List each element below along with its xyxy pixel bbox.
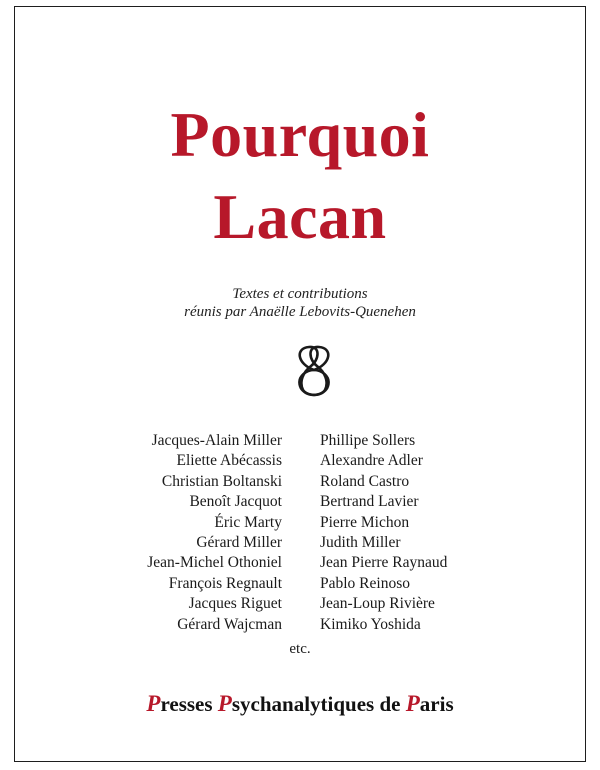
author-name: Gérard Miller <box>196 534 282 552</box>
publisher-word-1: resses <box>160 692 218 716</box>
author-name: Kimiko Yoshida <box>320 615 421 633</box>
publisher-word-2: sychanalytiques de <box>231 692 406 716</box>
author-name: Phillipe Sollers <box>320 432 416 449</box>
subtitle <box>15 285 585 321</box>
publisher-name <box>15 691 585 717</box>
author-column-right <box>320 431 447 635</box>
author-name: Alexandre Adler <box>320 452 423 470</box>
author-name: Gérard Wajcman <box>177 615 282 633</box>
author-name: Éric Marty <box>214 513 282 531</box>
author-name: François Regnault <box>168 574 282 592</box>
book-cover <box>14 6 586 762</box>
subtitle-line-1: Textes et contributions <box>232 286 368 302</box>
knot-emblem-icon <box>285 342 343 400</box>
author-name: Pablo Reinoso <box>320 574 410 592</box>
publisher-word-3: aris <box>419 692 454 716</box>
author-name: Eliette Abécassis <box>176 452 282 470</box>
author-column-left <box>147 431 282 635</box>
author-name: Pierre Michon <box>320 513 410 531</box>
publisher-initial-3: P <box>405 691 420 716</box>
author-name: Bertrand Lavier <box>320 493 419 511</box>
author-name: Benoît Jacquot <box>189 493 282 511</box>
publisher-initial-2: P <box>217 691 232 716</box>
author-name: Jacques Riguet <box>188 595 282 613</box>
author-name: Jean Pierre Raynaud <box>320 554 448 572</box>
author-name: Jacques-Alain Miller <box>151 432 282 449</box>
author-name: Judith Miller <box>320 534 401 552</box>
subtitle-line-2: réunis par Anaëlle Lebovits-Quenehen <box>184 304 416 320</box>
title-line-2: Lacan <box>213 181 387 252</box>
author-name: Jean-Michel Othoniel <box>147 554 282 572</box>
author-name: Christian Boltanski <box>161 472 282 490</box>
author-name: Jean-Loup Rivière <box>320 595 435 613</box>
author-name: Roland Castro <box>320 472 410 490</box>
publisher-initial-1: P <box>146 691 161 716</box>
etc-label: etc. <box>289 641 311 657</box>
title-line-1: Pourquoi <box>170 99 430 170</box>
